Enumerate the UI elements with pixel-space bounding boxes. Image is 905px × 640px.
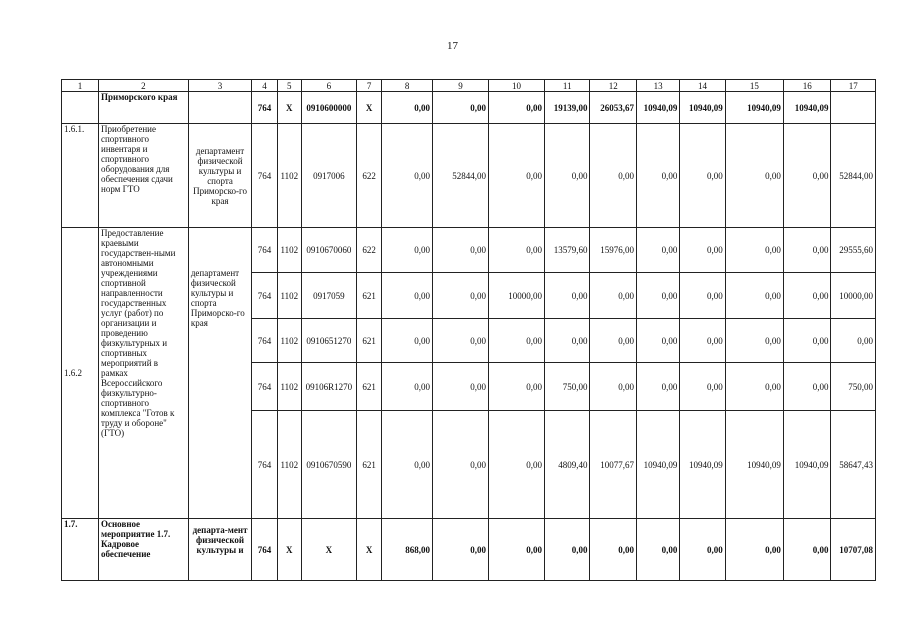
header-row (62, 80, 876, 92)
table-cell: 10077,67 (590, 411, 637, 519)
table-cell: 0,00 (590, 319, 637, 363)
row-executor-cell: департа-мент физической культуры и (188, 519, 251, 581)
table-row (62, 519, 876, 581)
table-cell: 0,00 (783, 273, 831, 319)
table-cell: X (356, 519, 381, 581)
row-index-cell: 1.6.2 (62, 228, 99, 519)
table-cell: 0917006 (301, 124, 356, 228)
header-cell: 11 (545, 80, 590, 92)
table-cell: 0,00 (783, 519, 831, 581)
table-cell: 10940,09 (725, 92, 783, 124)
table-cell: 0,00 (433, 519, 489, 581)
table-cell: 0,00 (433, 363, 489, 411)
row-name-cell: Предоставление краевыми государствен-ными автономными учреждениями спортивной направленности государственных услуг (работ) по организации и проведению физкультурных и спортивных мероприятий в рамках Всероссийского физкультурно-спортивного комплекса "Готов к труду и обороне" (ГТО) (99, 228, 189, 519)
table-cell: 0,00 (382, 319, 433, 363)
table-cell: 0910670590 (301, 411, 356, 519)
row-index-cell: 1.7. (62, 519, 99, 581)
table-cell: 0,00 (489, 124, 545, 228)
table-cell: 0,00 (433, 319, 489, 363)
table-cell: 0,00 (489, 411, 545, 519)
row-name-cell: Приобретение спортивного инвентаря и спортивного оборудования для обеспечения сдачи норм ГТО (99, 124, 189, 228)
header-cell: 9 (433, 80, 489, 92)
table-cell: 0,00 (382, 273, 433, 319)
table-cell: 0,00 (636, 319, 679, 363)
row-executor-cell (188, 92, 251, 124)
table-cell: 0,00 (590, 363, 637, 411)
table-cell: 0,00 (680, 228, 725, 273)
table-cell: 0,00 (382, 228, 433, 273)
table-cell: 868,00 (382, 519, 433, 581)
table-cell: 0,00 (382, 411, 433, 519)
table-cell: 0,00 (382, 363, 433, 411)
table-cell: 10940,09 (680, 92, 725, 124)
table-cell: 0,00 (545, 124, 590, 228)
table-cell: 0,00 (783, 228, 831, 273)
table-cell: 0,00 (545, 319, 590, 363)
table-cell (831, 92, 876, 124)
table-cell: 622 (356, 228, 381, 273)
table-cell: 764 (252, 273, 277, 319)
table-cell: 0,00 (489, 363, 545, 411)
table-cell: X (301, 519, 356, 581)
table-cell: 0,00 (783, 363, 831, 411)
table-cell: 0,00 (489, 319, 545, 363)
table-cell: 1102 (277, 319, 301, 363)
table-cell: 1102 (277, 411, 301, 519)
table-cell: 10000,00 (831, 273, 876, 319)
header-cell: 16 (783, 80, 831, 92)
row-index-cell: 1.6.1. (62, 124, 99, 228)
table-cell: 0,00 (680, 519, 725, 581)
table-cell: 0,00 (382, 124, 433, 228)
table-cell: 764 (252, 92, 277, 124)
table-cell: 0917059 (301, 273, 356, 319)
header-cell: 2 (99, 80, 189, 92)
table-cell: 52844,00 (433, 124, 489, 228)
header-cell: 17 (831, 80, 876, 92)
budget-table (61, 79, 876, 581)
table-cell: 764 (252, 411, 277, 519)
table-cell: 10940,09 (636, 92, 679, 124)
header-cell: 4 (252, 80, 277, 92)
table-cell: 0,00 (680, 124, 725, 228)
table-cell: 10940,09 (783, 411, 831, 519)
table-cell: 750,00 (831, 363, 876, 411)
table-cell: 0,00 (590, 273, 637, 319)
table-cell: 26053,67 (590, 92, 637, 124)
table-cell: 0,00 (783, 319, 831, 363)
table-cell: 764 (252, 124, 277, 228)
table-cell: 0,00 (725, 228, 783, 273)
table-cell: 0,00 (489, 228, 545, 273)
table-cell: 0,00 (725, 273, 783, 319)
table-cell: 0,00 (636, 273, 679, 319)
table-cell: 0,00 (382, 92, 433, 124)
table-cell: 0,00 (636, 363, 679, 411)
table-cell: 10940,09 (725, 411, 783, 519)
table-cell: 1102 (277, 124, 301, 228)
table-cell: 10000,00 (489, 273, 545, 319)
table-cell: 19139,00 (545, 92, 590, 124)
header-cell: 5 (277, 80, 301, 92)
table-cell: 0,00 (590, 519, 637, 581)
table-cell: 0,00 (831, 319, 876, 363)
table-cell: 0,00 (545, 273, 590, 319)
table-cell: 0,00 (725, 124, 783, 228)
table-cell: 750,00 (545, 363, 590, 411)
table-cell: 0,00 (489, 92, 545, 124)
table-cell: 0,00 (590, 124, 637, 228)
table-cell: 0,00 (636, 519, 679, 581)
table-cell: 0,00 (636, 228, 679, 273)
header-cell: 13 (636, 80, 679, 92)
table-cell: 0,00 (433, 92, 489, 124)
table-cell: 0,00 (725, 519, 783, 581)
table-cell: 09106R1270 (301, 363, 356, 411)
table-cell: 622 (356, 124, 381, 228)
table-cell: 0,00 (783, 124, 831, 228)
table-cell: 764 (252, 228, 277, 273)
table-cell: 0910670060 (301, 228, 356, 273)
table-cell: 0,00 (680, 319, 725, 363)
table-cell: 764 (252, 519, 277, 581)
header-cell: 14 (680, 80, 725, 92)
table-cell: 52844,00 (831, 124, 876, 228)
row-name-cell: Приморского края (99, 92, 189, 124)
header-cell: 15 (725, 80, 783, 92)
header-cell: 10 (489, 80, 545, 92)
header-cell: 12 (590, 80, 637, 92)
table-cell: 621 (356, 411, 381, 519)
table-cell: 0910600000 (301, 92, 356, 124)
table-cell: 0910651270 (301, 319, 356, 363)
table-cell: 0,00 (680, 363, 725, 411)
table-cell: 10940,09 (636, 411, 679, 519)
table-row (62, 228, 876, 273)
table-cell: 764 (252, 319, 277, 363)
table-cell: 4809,40 (545, 411, 590, 519)
table-cell: 0,00 (433, 273, 489, 319)
table-cell: 621 (356, 319, 381, 363)
table-cell: X (277, 519, 301, 581)
table-cell: 58647,43 (831, 411, 876, 519)
table-cell: 0,00 (636, 124, 679, 228)
table-row (62, 124, 876, 228)
table-cell: 10940,09 (783, 92, 831, 124)
table-cell: 1102 (277, 273, 301, 319)
table-cell: 29555,60 (831, 228, 876, 273)
table-cell: 0,00 (725, 363, 783, 411)
header-cell: 1 (62, 80, 99, 92)
table-cell: 1102 (277, 228, 301, 273)
row-executor-cell: департамент физической культуры и спорта Приморско-го края (188, 124, 251, 228)
table-cell: 621 (356, 363, 381, 411)
table-cell: 764 (252, 363, 277, 411)
row-index-cell (62, 92, 99, 124)
table-cell: 621 (356, 273, 381, 319)
table-cell: X (277, 92, 301, 124)
table-cell: 1102 (277, 363, 301, 411)
table-cell: 0,00 (433, 411, 489, 519)
table-cell: 10707,08 (831, 519, 876, 581)
table-cell: 0,00 (545, 519, 590, 581)
table-cell: 0,00 (725, 319, 783, 363)
header-cell: 6 (301, 80, 356, 92)
table-cell: 0,00 (680, 273, 725, 319)
table-cell: X (356, 92, 381, 124)
table-cell: 15976,00 (590, 228, 637, 273)
table-cell: 13579,60 (545, 228, 590, 273)
table-cell: 0,00 (489, 519, 545, 581)
row-executor-cell: департамент физической культуры и спорта Приморско-го края (188, 228, 251, 519)
table-cell: 0,00 (433, 228, 489, 273)
table-cell: 10940,09 (680, 411, 725, 519)
header-cell: 7 (356, 80, 381, 92)
page-number: 17 (447, 40, 458, 52)
table-row (62, 92, 876, 124)
header-cell: 8 (382, 80, 433, 92)
row-name-cell: Основное мероприятие 1.7. Кадровое обеспечение (99, 519, 189, 581)
header-cell: 3 (188, 80, 251, 92)
